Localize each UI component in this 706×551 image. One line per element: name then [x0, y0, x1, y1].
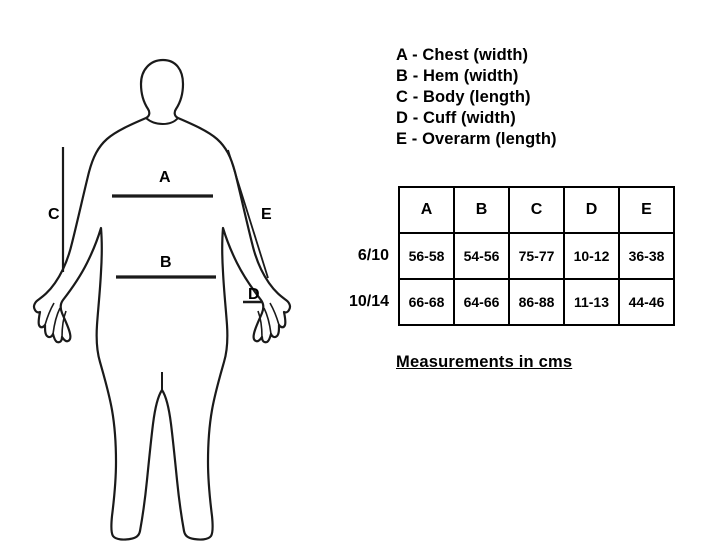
table-cell-r1-e: 36-38 [619, 233, 674, 279]
table-row-head-size-1: 6/10 [357, 247, 389, 264]
table-header-row [325, 187, 674, 233]
measurements-caption: Measurements in cms [396, 353, 573, 371]
table-row-head-size-2: 10/14 [348, 293, 389, 310]
measurement-legend [396, 45, 696, 150]
table-row [325, 233, 674, 279]
table-cell-r2-e: 44-46 [619, 279, 674, 325]
table-corner-cell [325, 187, 399, 233]
table-col-head-e: E [619, 187, 674, 233]
figure-label-b: B [160, 254, 172, 271]
figure-label-d: D [248, 286, 260, 303]
legend-item-e: E - Overarm (length) [396, 130, 557, 148]
figure-label-e: E [261, 206, 272, 223]
table-col-head-d: D [564, 187, 619, 233]
legend-item-b: B - Hem (width) [396, 67, 519, 85]
table-col-head-c: C [509, 187, 564, 233]
table-cell-r2-a: 66-68 [399, 279, 454, 325]
body-figure-panel [0, 0, 330, 551]
table-cell-r1-c: 75-77 [509, 233, 564, 279]
legend-item-d: D - Cuff (width) [396, 109, 516, 127]
table-cell-r2-b: 64-66 [454, 279, 509, 325]
table-row [325, 279, 674, 325]
figure-label-c: C [48, 206, 60, 223]
table-cell-r2-c: 86-88 [509, 279, 564, 325]
table-cell-r1-b: 54-56 [454, 233, 509, 279]
figure-label-a: A [159, 169, 171, 186]
table-cell-r2-d: 11-13 [564, 279, 619, 325]
legend-item-a: A - Chest (width) [396, 46, 529, 64]
size-table-wrapper [325, 186, 675, 326]
table-cell-r1-d: 10-12 [564, 233, 619, 279]
body-silhouette-icon [0, 0, 330, 551]
table-col-head-b: B [454, 187, 509, 233]
table-col-head-a: A [399, 187, 454, 233]
size-table [325, 186, 675, 326]
legend-item-c: C - Body (length) [396, 88, 531, 106]
table-cell-r1-a: 56-58 [399, 233, 454, 279]
